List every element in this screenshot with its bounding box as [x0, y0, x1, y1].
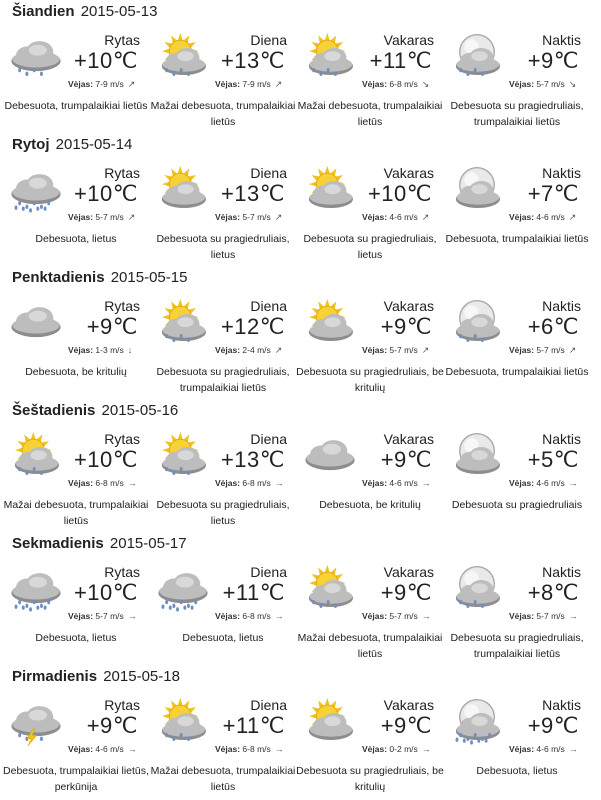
cloud-icon: [300, 431, 360, 481]
weather-description: Debesuota su pragiedruliais, lietus: [303, 233, 437, 261]
temperature-unit: ℃: [259, 580, 285, 605]
wind-info: [509, 212, 576, 223]
wind-direction-icon: →: [421, 611, 431, 621]
temperature-value: +13: [220, 48, 260, 73]
forecast-slot: [443, 30, 591, 132]
moon-cloud-rain-light-icon: [447, 564, 507, 614]
wind-info: [215, 611, 284, 621]
period-label: Naktis: [542, 32, 581, 48]
moon-cloud-rain-icon: [447, 697, 507, 747]
temperature-unit: ℃: [406, 314, 432, 339]
period-label: Rytas: [104, 697, 140, 713]
wind-info: [68, 611, 137, 621]
sun-cloud-icon: [300, 165, 360, 215]
temperature-value: +11: [222, 580, 260, 605]
temperature: [74, 447, 138, 473]
temperature-unit: ℃: [259, 181, 285, 206]
day-block: [0, 399, 601, 532]
wind-speed: 4-6 m/s: [389, 478, 418, 488]
weather-description: Debesuota, lietus: [182, 632, 264, 644]
weather-description: Debesuota su pragiedruliais, lietus: [156, 233, 290, 261]
wind-speed: 4-6 m/s: [536, 478, 565, 488]
cloud-rain-light-icon: [6, 32, 66, 82]
wind-speed: 5-7 m/s: [536, 611, 565, 621]
day-block: [0, 0, 601, 133]
wind-speed: 6-8 m/s: [95, 478, 124, 488]
wind-speed: 5-7 m/s: [536, 345, 565, 355]
wind-info: [68, 79, 135, 90]
day-title: [12, 269, 187, 286]
period-label: Vakaras: [383, 32, 434, 48]
forecast-slot: [443, 163, 591, 265]
wind-label: Vėjas:: [509, 345, 535, 355]
temperature: [381, 580, 432, 606]
temperature: [223, 713, 285, 739]
sun-cloud-rain-light-icon: [300, 32, 360, 82]
sun-cloud-icon: [300, 697, 360, 747]
wind-direction-icon: →: [421, 478, 431, 488]
temperature-unit: ℃: [112, 447, 138, 472]
forecast-slot: [443, 429, 591, 531]
temperature-unit: ℃: [112, 181, 138, 206]
weather-description: Debesuota, trumpalaikiai lietūs: [445, 366, 589, 378]
wind-label: Vėjas:: [362, 611, 388, 621]
weather-description: Debesuota, lietus: [35, 233, 117, 245]
temperature-value: +10: [367, 181, 407, 206]
wind-info: [362, 478, 431, 488]
wind-direction-icon: ↓: [127, 345, 133, 355]
weather-description: Mažai debesuota, trumpalaikiai lietūs: [3, 499, 149, 527]
temperature: [74, 580, 138, 606]
temperature: [221, 48, 285, 74]
forecast-slot: [443, 296, 591, 398]
temperature-unit: ℃: [406, 48, 432, 73]
temperature: [528, 580, 579, 606]
forecast-slot: [149, 695, 297, 797]
temperature-unit: ℃: [112, 314, 138, 339]
wind-label: Vėjas:: [215, 478, 241, 488]
wind-speed: 5-7 m/s: [95, 212, 124, 222]
weather-description: Debesuota su pragiedruliais, be kritulių: [296, 765, 444, 793]
day-date: 2015-05-15: [110, 269, 188, 286]
forecast-slot: [296, 296, 444, 398]
moon-cloud-icon: [447, 165, 507, 215]
temperature-unit: ℃: [259, 447, 285, 472]
wind-label: Vėjas:: [68, 611, 94, 621]
wind-info: [509, 744, 578, 754]
sun-cloud-rain-light-icon: [153, 32, 213, 82]
period-label: Vakaras: [383, 165, 434, 181]
wind-speed: 4-6 m/s: [536, 212, 565, 222]
temperature-unit: ℃: [112, 580, 138, 605]
weather-description: Debesuota su pragiedruliais, be kritulių: [296, 366, 444, 394]
forecast-slot: [296, 695, 444, 797]
period-label: Vakaras: [383, 298, 434, 314]
day-name: Penktadienis: [12, 269, 105, 286]
wind-direction-icon: →: [127, 478, 137, 488]
wind-label: Vėjas:: [215, 345, 241, 355]
wind-direction-icon: ↗: [421, 212, 430, 222]
wind-info: [509, 345, 576, 356]
temperature-value: +9: [527, 713, 554, 738]
sun-cloud-icon: [300, 298, 360, 348]
cloud-rain-icon: [6, 564, 66, 614]
period-label: Rytas: [104, 431, 140, 447]
wind-label: Vėjas:: [68, 744, 94, 754]
wind-info: [362, 611, 431, 621]
day-date: 2015-05-17: [109, 535, 187, 552]
day-date: 2015-05-18: [103, 668, 180, 685]
forecast-slot: [149, 296, 297, 398]
temperature-value: +10: [73, 580, 113, 605]
sun-cloud-rain-light-icon: [6, 431, 66, 481]
period-label: Rytas: [104, 165, 140, 181]
temperature: [370, 48, 432, 74]
wind-speed: 5-7 m/s: [389, 345, 418, 355]
wind-info: [215, 79, 282, 90]
forecast-slot: [149, 429, 297, 531]
forecast-slot: [149, 562, 297, 664]
period-label: Rytas: [104, 32, 140, 48]
wind-speed: 6-8 m/s: [389, 79, 418, 89]
temperature: [221, 314, 285, 340]
weather-description: Mažai debesuota, trumpalaikiai lietūs: [150, 765, 296, 793]
temperature: [87, 314, 138, 340]
forecast-slot: [296, 562, 444, 664]
period-label: Naktis: [542, 697, 581, 713]
wind-label: Vėjas:: [215, 212, 241, 222]
wind-info: [362, 744, 431, 754]
forecast-slot: [296, 30, 444, 132]
wind-label: Vėjas:: [362, 744, 388, 754]
period-label: Rytas: [104, 298, 140, 314]
sun-cloud-rain-light-icon: [153, 697, 213, 747]
temperature: [368, 181, 432, 207]
forecast-slot: [296, 163, 444, 265]
wind-info: [68, 212, 135, 223]
wind-info: [362, 212, 429, 223]
day-title: [12, 136, 132, 153]
period-label: Naktis: [542, 564, 581, 580]
period-label: Naktis: [542, 431, 581, 447]
wind-direction-icon: ↘: [568, 79, 577, 89]
forecast-slot: [2, 562, 150, 664]
period-label: Diena: [250, 431, 287, 447]
temperature: [381, 314, 432, 340]
temperature-unit: ℃: [553, 580, 579, 605]
weather-description: Debesuota su pragiedruliais, trumpalaikiai lietūs: [450, 632, 584, 660]
temperature-unit: ℃: [406, 181, 432, 206]
day-title: [12, 668, 180, 685]
moon-cloud-rain-light-icon: [447, 32, 507, 82]
period-label: Naktis: [542, 165, 581, 181]
weather-description: Mažai debesuota, trumpalaikiai lietūs: [297, 100, 443, 128]
weather-description: Debesuota, lietus: [476, 765, 558, 777]
sun-cloud-rain-light-icon: [153, 298, 213, 348]
day-name: Pirmadienis: [12, 668, 98, 685]
wind-label: Vėjas:: [68, 478, 94, 488]
cloud-icon: [6, 298, 66, 348]
wind-label: Vėjas:: [509, 212, 535, 222]
temperature-value: +10: [73, 181, 113, 206]
wind-direction-icon: ↗: [274, 345, 283, 355]
period-label: Vakaras: [383, 431, 434, 447]
wind-info: [68, 478, 137, 488]
wind-speed: 6-8 m/s: [242, 611, 271, 621]
temperature-value: +6: [527, 314, 554, 339]
day-date: 2015-05-16: [101, 402, 179, 419]
forecast-slot: [2, 429, 150, 531]
temperature-value: +9: [380, 314, 407, 339]
wind-info: [509, 611, 578, 621]
day-name: Šeštadienis: [12, 402, 96, 419]
temperature-unit: ℃: [553, 314, 579, 339]
temperature: [223, 580, 285, 606]
wind-info: [215, 345, 282, 356]
wind-speed: 5-7 m/s: [242, 212, 271, 222]
wind-direction-icon: →: [421, 744, 431, 754]
temperature-unit: ℃: [259, 314, 285, 339]
wind-speed: 0-2 m/s: [389, 744, 418, 754]
day-title: [12, 402, 178, 419]
wind-speed: 4-6 m/s: [536, 744, 565, 754]
wind-label: Vėjas:: [68, 212, 94, 222]
wind-label: Vėjas:: [509, 478, 535, 488]
sun-cloud-rain-light-icon: [153, 431, 213, 481]
wind-info: [509, 478, 578, 488]
day-block: [0, 532, 601, 665]
period-label: Rytas: [104, 564, 140, 580]
day-block: [0, 665, 601, 798]
temperature: [221, 447, 285, 473]
wind-direction-icon: →: [568, 611, 578, 621]
cloud-rain-icon: [153, 564, 213, 614]
temperature-value: +13: [220, 181, 260, 206]
wind-direction-icon: →: [127, 611, 137, 621]
period-label: Diena: [250, 165, 287, 181]
temperature-value: +9: [86, 713, 113, 738]
wind-label: Vėjas:: [362, 212, 388, 222]
temperature-unit: ℃: [406, 580, 432, 605]
period-label: Diena: [250, 298, 287, 314]
period-label: Diena: [250, 564, 287, 580]
temperature-value: +7: [527, 181, 554, 206]
temperature-value: +9: [86, 314, 113, 339]
period-label: Vakaras: [383, 697, 434, 713]
wind-direction-icon: →: [127, 744, 137, 754]
temperature-value: +9: [380, 447, 407, 472]
forecast-slot: [2, 30, 150, 132]
temperature-unit: ℃: [406, 713, 432, 738]
wind-info: [509, 79, 576, 90]
wind-direction-icon: →: [274, 611, 284, 621]
wind-info: [68, 744, 137, 754]
wind-direction-icon: ↗: [421, 345, 430, 355]
temperature: [74, 48, 138, 74]
wind-label: Vėjas:: [68, 79, 94, 89]
period-label: Naktis: [542, 298, 581, 314]
wind-info: [215, 212, 282, 223]
temperature-unit: ℃: [553, 713, 579, 738]
temperature: [528, 713, 579, 739]
day-name: Rytoj: [12, 136, 50, 153]
temperature-value: +10: [73, 48, 113, 73]
temperature-value: +13: [220, 447, 260, 472]
sun-cloud-rain-light-icon: [300, 564, 360, 614]
weather-description: Debesuota, trumpalaikiai lietūs, perkūnija: [3, 765, 149, 793]
wind-info: [362, 79, 429, 90]
temperature: [221, 181, 285, 207]
weather-description: Debesuota, trumpalaikiai lietūs: [4, 100, 148, 112]
temperature-value: +9: [380, 580, 407, 605]
wind-info: [68, 345, 132, 355]
temperature-unit: ℃: [553, 48, 579, 73]
wind-label: Vėjas:: [68, 345, 94, 355]
wind-label: Vėjas:: [215, 744, 241, 754]
forecast-slot: [2, 695, 150, 797]
cloud-rain-icon: [6, 165, 66, 215]
forecast-slot: [443, 695, 591, 797]
temperature: [381, 447, 432, 473]
wind-direction-icon: ↗: [568, 212, 577, 222]
wind-speed: 5-7 m/s: [389, 611, 418, 621]
wind-label: Vėjas:: [215, 79, 241, 89]
forecast-slot: [296, 429, 444, 531]
temperature-unit: ℃: [553, 447, 579, 472]
wind-info: [215, 744, 284, 754]
weather-description: Debesuota, lietus: [35, 632, 117, 644]
wind-direction-icon: →: [274, 744, 284, 754]
day-date: 2015-05-13: [80, 3, 158, 20]
temperature-value: +9: [380, 713, 407, 738]
wind-speed: 6-8 m/s: [242, 478, 271, 488]
wind-speed: 4-6 m/s: [95, 744, 124, 754]
wind-direction-icon: →: [568, 478, 578, 488]
wind-direction-icon: →: [274, 478, 284, 488]
period-label: Diena: [250, 697, 287, 713]
wind-info: [362, 345, 429, 356]
wind-label: Vėjas:: [509, 744, 535, 754]
weather-description: Debesuota su pragiedruliais, trumpalaikiai lietūs: [156, 366, 290, 394]
wind-speed: 7-9 m/s: [242, 79, 271, 89]
wind-direction-icon: ↗: [568, 345, 577, 355]
temperature-unit: ℃: [406, 447, 432, 472]
day-name: Sekmadienis: [12, 535, 104, 552]
temperature-value: +12: [220, 314, 260, 339]
wind-label: Vėjas:: [362, 79, 388, 89]
wind-speed: 5-7 m/s: [95, 611, 124, 621]
temperature: [528, 181, 579, 207]
day-title: [12, 535, 187, 552]
period-label: Vakaras: [383, 564, 434, 580]
temperature-unit: ℃: [259, 713, 285, 738]
forecast-slot: [149, 30, 297, 132]
day-block: [0, 266, 601, 399]
cloud-rain-lightning-icon: [6, 697, 66, 747]
wind-speed: 2-4 m/s: [242, 345, 271, 355]
temperature-value: +11: [369, 48, 407, 73]
day-name: Šiandien: [12, 3, 75, 20]
wind-direction-icon: ↘: [421, 79, 430, 89]
weather-description: Debesuota, trumpalaikiai lietūs: [445, 233, 589, 245]
wind-speed: 7-9 m/s: [95, 79, 124, 89]
weather-description: Debesuota su pragiedruliais, lietus: [156, 499, 290, 527]
temperature-value: +11: [222, 713, 260, 738]
wind-label: Vėjas:: [215, 611, 241, 621]
temperature-unit: ℃: [112, 713, 138, 738]
temperature-value: +5: [527, 447, 554, 472]
weather-description: Mažai debesuota, trumpalaikiai lietūs: [150, 100, 296, 128]
temperature: [74, 181, 138, 207]
temperature: [528, 48, 579, 74]
forecast-slot: [2, 296, 150, 398]
temperature-unit: ℃: [553, 181, 579, 206]
wind-label: Vėjas:: [509, 79, 535, 89]
wind-direction-icon: ↗: [127, 79, 136, 89]
wind-direction-icon: →: [568, 744, 578, 754]
wind-speed: 6-8 m/s: [242, 744, 271, 754]
wind-speed: 5-7 m/s: [536, 79, 565, 89]
wind-speed: 1-3 m/s: [95, 345, 124, 355]
temperature-unit: ℃: [259, 48, 285, 73]
temperature-value: +8: [527, 580, 554, 605]
weather-description: Mažai debesuota, trumpalaikiai lietūs: [297, 632, 443, 660]
temperature: [381, 713, 432, 739]
wind-label: Vėjas:: [362, 345, 388, 355]
wind-direction-icon: ↗: [274, 79, 283, 89]
wind-label: Vėjas:: [509, 611, 535, 621]
temperature: [528, 447, 579, 473]
wind-speed: 4-6 m/s: [389, 212, 418, 222]
period-label: Diena: [250, 32, 287, 48]
weather-description: Debesuota, be kritulių: [25, 366, 127, 378]
moon-cloud-rain-light-icon: [447, 298, 507, 348]
temperature: [528, 314, 579, 340]
day-date: 2015-05-14: [55, 136, 133, 153]
temperature-value: +10: [73, 447, 113, 472]
day-block: [0, 133, 601, 266]
wind-info: [215, 478, 284, 488]
temperature: [87, 713, 138, 739]
day-title: [12, 3, 157, 20]
forecast-slot: [2, 163, 150, 265]
wind-direction-icon: ↗: [274, 212, 283, 222]
weather-description: Debesuota su pragiedruliais, trumpalaikiai lietūs: [450, 100, 584, 128]
wind-direction-icon: ↗: [127, 212, 136, 222]
weather-description: Debesuota, be kritulių: [319, 499, 421, 511]
wind-label: Vėjas:: [362, 478, 388, 488]
moon-cloud-icon: [447, 431, 507, 481]
temperature-unit: ℃: [112, 48, 138, 73]
weather-description: Debesuota su pragiedruliais: [451, 499, 583, 511]
temperature-value: +9: [527, 48, 554, 73]
sun-cloud-icon: [153, 165, 213, 215]
forecast-slot: [443, 562, 591, 664]
forecast-slot: [149, 163, 297, 265]
